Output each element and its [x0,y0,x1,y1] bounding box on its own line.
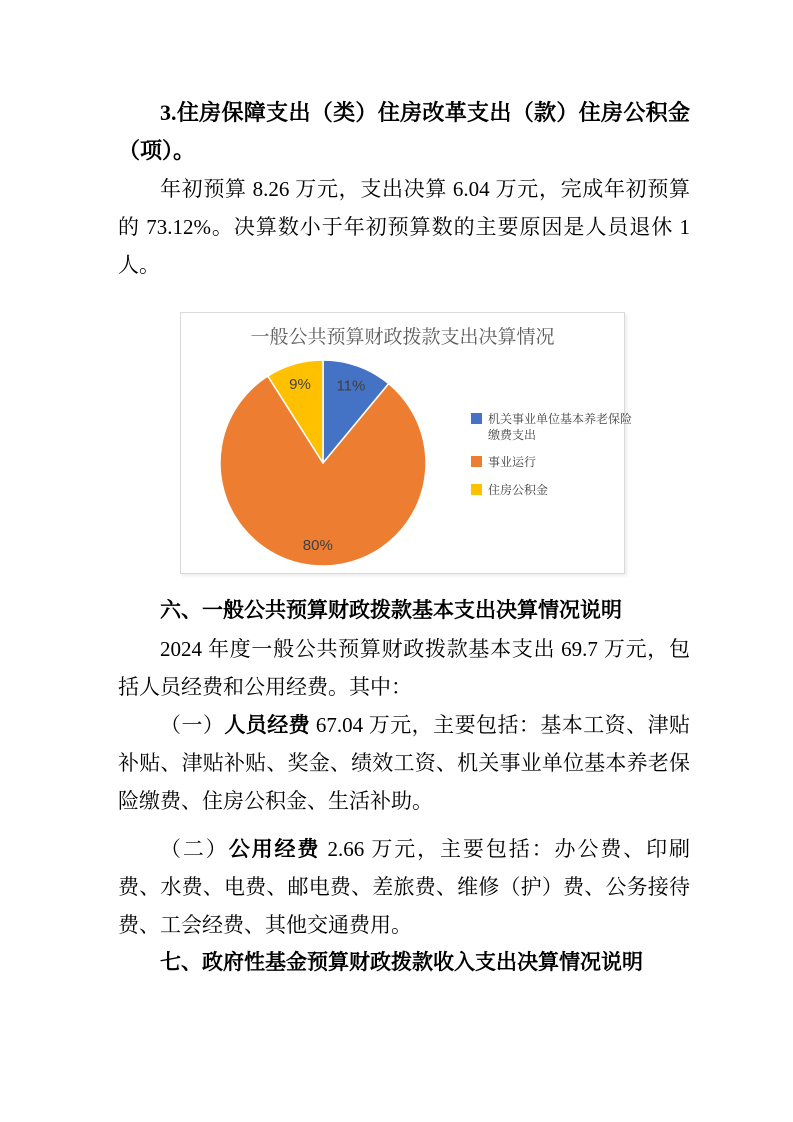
legend-label: 事业运行 [488,455,537,470]
legend-item [471,482,633,498]
para-public-term: 公用经费 [228,837,321,861]
chart-legend [471,411,633,498]
para-public-expense [118,830,690,944]
chart-title: 一般公共预算财政拨款支出决算情况 [250,327,555,348]
legend-swatch-icon [471,413,482,424]
pie-data-label: 11% [336,377,366,395]
legend-swatch-icon [471,484,482,495]
para-housing-budget: 年初预算 8.26 万元，支出决算 6.04 万元，完成年初预算的 73.12%。决算数小于年初预算数的主要原因是人员退休 1 人。 [118,177,690,277]
legend-item [471,454,633,470]
legend-item [471,411,633,443]
heading-housing-expense: 3.住房保障支出（类）住房改革支出（款）住房公积金（项）。 [118,100,690,163]
para-basic-expense-total: 2024 年度一般公共预算财政拨款基本支出 69.7 万元，包括人员经费和公用经费。其中： [118,637,690,699]
para-personnel-detail: 67.04 万元，主要包括：基本工资、津贴补贴、津贴补贴、奖金、绩效工资、机关事业单位基本养老保险缴费、住房公积金、生活补助。 [118,713,691,813]
legend-label: 住房公积金 [488,482,549,497]
para-personnel-term: 人员经费 [224,713,311,737]
pie-data-label: 9% [289,375,311,393]
legend-swatch-icon [471,456,482,467]
para-personnel-prefix: （一） [160,713,225,737]
para-personnel-expense [118,706,690,820]
heading-section-six: 六、一般公共预算财政拨款基本支出决算情况说明 [160,599,622,622]
legend-label: 机关事业单位基本养老保险缴费支出 [488,412,633,443]
para-public-prefix: （二） [160,837,229,861]
pie-data-label: 80% [302,537,333,555]
para-public-detail: 2.66 万元，主要包括：办公费、印刷费、水费、电费、邮电费、差旅费、维修（护）费、公务接待费、工会经费、其他交通费用。 [118,837,691,937]
heading-section-seven: 七、政府性基金预算财政拨款收入支出决算情况说明 [160,951,643,974]
pie-chart-panel [180,312,633,574]
